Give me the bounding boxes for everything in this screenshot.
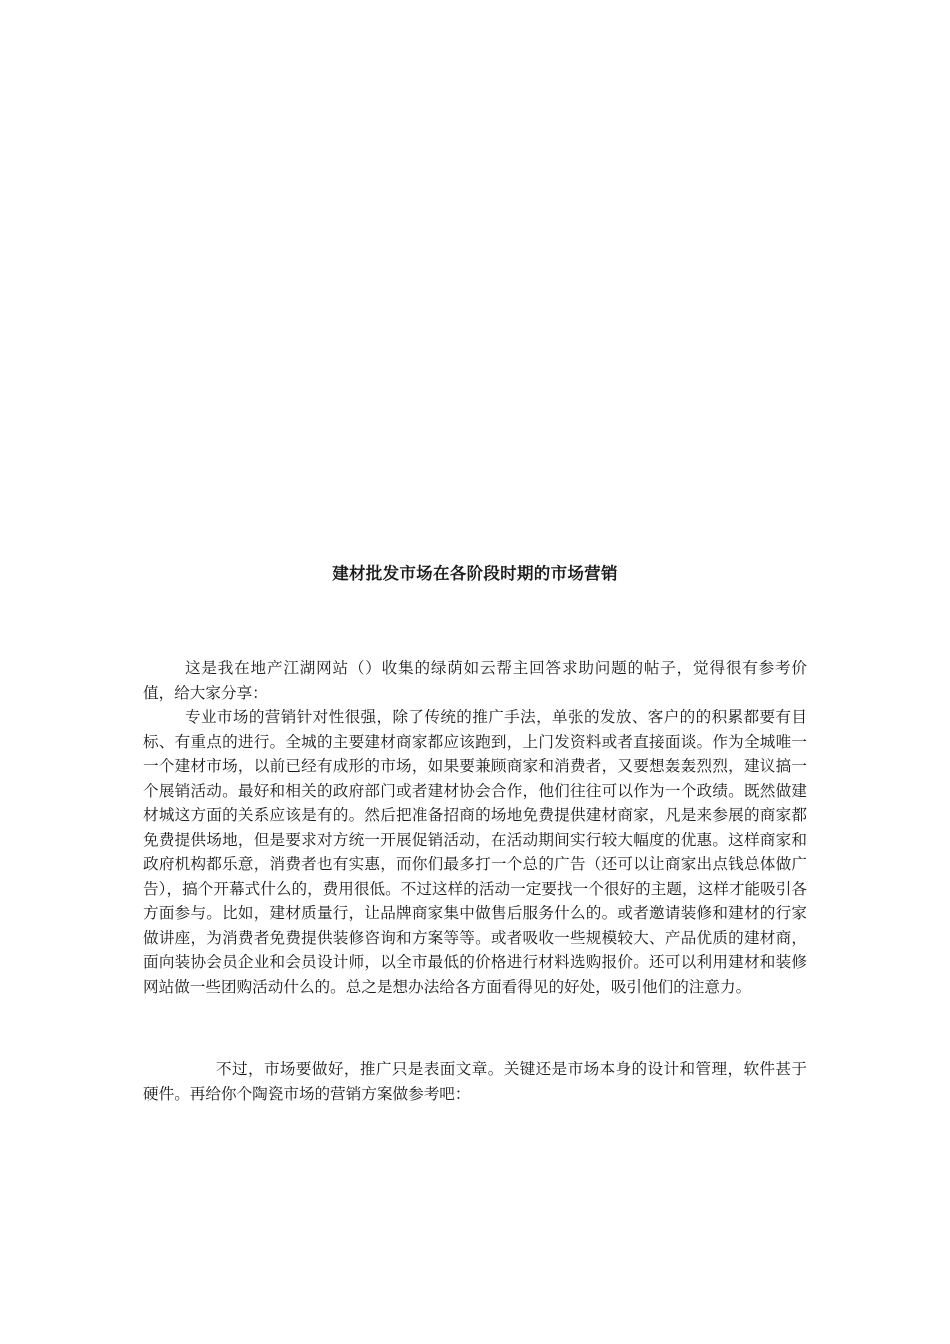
intro-paragraph: 这是我在地产江湖网站（）收集的绿荫如云帮主回答求助问题的帖子，觉得很有参考价值，给大家分享： <box>143 659 807 702</box>
document-title: 建材批发市场在各阶段时期的市场营销 <box>332 564 618 583</box>
marketing-paragraph: 专业市场的营销针对性很强，除了传统的推广手法，单张的发放、客户的的积累都要有目标、有重点的进行。全城的主要建材商家都应该跑到，上门发资料或者直接面谈。作为全城唯一一个建材市场，以前已经有成形的市场，如果要兼顾商家和消费者，又要想轰轰烈烈，建议搞一个展销活动。最好和相关的政府部门或者建材协会合作，他们往往可以作为一个政绩。既然做建材城这方面的关系应该是有的。然后把准备招商的场地免费提供建材商家，凡是来参展的商家都免费提供场地，但是要求对方统一开展促销活动，在活动期间实行较大幅度的优惠。这样商家和政府机构都乐意，消费者也有实惠，而你们最多打一个总的广告（还可以让商家出点钱总体做广告），搞个开幕式什么的，费用很低。不过这样的活动一定要找一个很好的主题，这样才能吸引各方面参与。比如，建材质量行，让品牌商家集中做售后服务什么的。或者邀请装修和建材的行家做讲座，为消费者免费提供装修咨询和方案等等。或者吸收一些规模较大、产品优质的建材商，面向装协会员企业和会员设计师，以全市最低的价格进行材料选购报价。还可以利用建材和装修网站做一些团购活动什么的。总之是想办法给各方面看得见的好处，吸引他们的注意力。 <box>143 708 807 996</box>
closing-paragraph: 不过，市场要做好，推广只是表面文章。关键还是市场本身的设计和管理，软件甚于硬件。再给你个陶瓷市场的营销方案做参考吧： <box>143 1060 807 1103</box>
